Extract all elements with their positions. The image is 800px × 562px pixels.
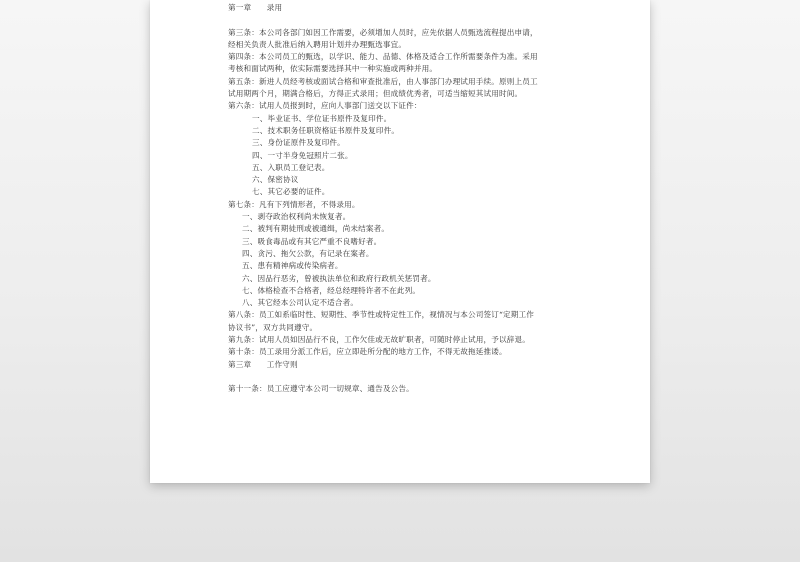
list-item: 八、其它经本公司认定不适合者。	[242, 298, 359, 308]
list-item: 七、其它必要的证件。	[252, 187, 330, 197]
article-5-line-1: 第五条：新进人员经考核或面试合格和审查批准后，由人事部门办理试用手续。原则上员工	[228, 76, 538, 86]
list-item: 四、贪污、拖欠公款，有记录在案者。	[242, 248, 374, 258]
article-6: 第六条：试用人员报到时，应向人事部门送交以下证件：	[228, 101, 422, 111]
list-item: 二、技术职务任职资格证书原件及复印件。	[252, 125, 400, 135]
article-7: 第七条：凡有下列情形者，不得录用。	[228, 199, 360, 209]
list-item: 六、保密协议	[252, 175, 299, 185]
list-item: 三、身份证原件及复印件。	[252, 138, 345, 148]
chapter-heading: 第一章 录用	[228, 3, 283, 12]
list-item: 五、入职员工登记表。	[252, 162, 330, 172]
article-8-line-2: 协议书”，双方共同遵守。	[228, 322, 318, 332]
article-4-line-2: 考核和面试两种，依实际需要选择其中一种实施或两种并用。	[228, 64, 438, 74]
document-page	[150, 0, 650, 483]
list-item: 五、患有精神病或传染病者。	[242, 261, 343, 271]
document-body	[228, 2, 583, 396]
list-item: 一、剥夺政治权利尚未恢复者。	[242, 212, 351, 222]
article-5-line-2: 试用期两个月，期满合格后，方得正式录用；但成绩优秀者，可适当缩短其试用时间。	[228, 89, 523, 99]
article-10: 第十条：员工录用分派工作后，应立即赴所分配的地方工作，不得无故拖延推诿。	[228, 347, 507, 357]
blank-line	[228, 371, 583, 383]
list-item: 六、因品行恶劣，曾被执法单位和政府行政机关惩罚者。	[242, 273, 436, 283]
list-item: 一、毕业证书、学位证书原件及复印件。	[252, 113, 392, 123]
article-9: 第九条：试用人员如因品行不良，工作欠佳或无故旷职者，可随时停止试用，予以辞退。	[228, 335, 531, 345]
list-item: 三、吸食毒品或有其它严重不良嗜好者。	[242, 236, 382, 246]
chapter-heading: 第三章 工作守则	[228, 359, 298, 369]
blank-line	[228, 14, 583, 26]
article-4-line-1: 第四条：本公司员工的甄选，以学识、能力、品德、体格及适合工作所需要条件为准。采用	[228, 52, 538, 62]
article-3-line-2: 经相关负责人批准后纳入聘用计划并办理甄选事宜。	[228, 39, 407, 49]
list-item: 二、被判有期徒刑或被通缉，尚未结案者。	[242, 224, 390, 234]
article-8-line-1: 第八条：员工如系临时性、短期性、季节性或特定性工作，视情况与本公司签订“定期工作	[228, 310, 535, 320]
article-11: 第十一条：员工应遵守本公司一切规章、通告及公告。	[228, 384, 414, 394]
list-item: 七、体格检查不合格者，经总经理特许者不在此列。	[242, 285, 421, 295]
list-item: 四、一寸半身免冠照片二张。	[252, 150, 353, 160]
article-3-line-1: 第三条：本公司各部门如因工作需要，必须增加人员时，应先依据人员甄选流程提出申请，	[228, 27, 538, 37]
